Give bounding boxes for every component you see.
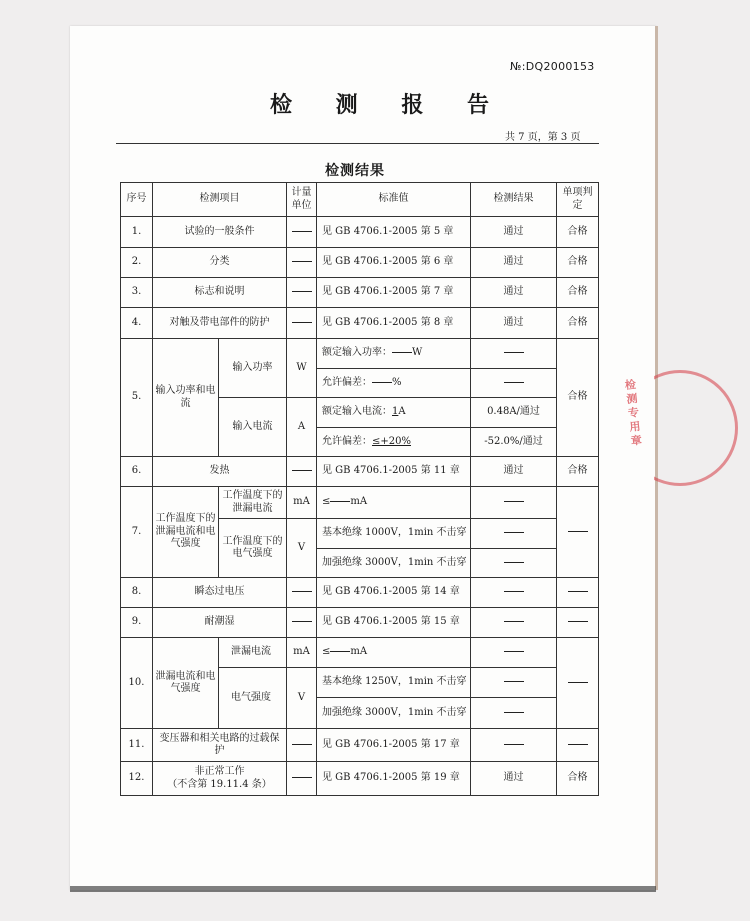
row-judge — [557, 578, 599, 608]
table-row — [121, 608, 599, 638]
row-item: 对触及带电部件的防护 — [153, 308, 287, 339]
row-unit — [287, 248, 317, 278]
standard-line: 基本绝缘 1000V，1min 不击穿 — [317, 519, 471, 549]
row-standard: 见 GB 4706.1-2005 第 8 章 — [317, 308, 471, 339]
row-result — [471, 638, 557, 668]
row-judge: 合格 — [557, 762, 599, 796]
row-standard: 见 GB 4706.1-2005 第 7 章 — [317, 278, 471, 308]
row-judge: 合格 — [557, 308, 599, 339]
table-row — [121, 762, 599, 796]
sub-item: 电气强度 — [219, 668, 287, 729]
sub-item: 输入功率 — [219, 339, 287, 398]
row-unit — [287, 457, 317, 487]
standard-line: 加强绝缘 3000V，1min 不击穿 — [317, 549, 471, 578]
row-result: -52.0%/通过 — [471, 428, 557, 457]
row-no: 2. — [121, 248, 153, 278]
table-row — [121, 308, 599, 339]
standard-line: 额定输入功率： W — [317, 339, 471, 369]
row-result — [471, 578, 557, 608]
page-info: 共 7 页，第 3 页 — [505, 132, 581, 143]
row-judge — [557, 638, 599, 729]
row-no: 7. — [121, 487, 153, 578]
row-item: 标志和说明 — [153, 278, 287, 308]
sub-unit: mA — [287, 487, 317, 519]
header-rule — [116, 143, 599, 144]
row-no: 10. — [121, 638, 153, 729]
row-no: 1. — [121, 217, 153, 248]
row-item: 非正常工作 （不含第 19.11.4 条） — [153, 762, 287, 796]
row-item: 输入功率和电流 — [153, 339, 219, 457]
table-row — [121, 578, 599, 608]
row-item: 工作温度下的泄漏电流和电气强度 — [153, 487, 219, 578]
row-no: 4. — [121, 308, 153, 339]
row-unit — [287, 578, 317, 608]
row-result — [471, 369, 557, 398]
row-standard: 见 GB 4706.1-2005 第 15 章 — [317, 608, 471, 638]
row-judge: 合格 — [557, 278, 599, 308]
row-item: 耐潮湿 — [153, 608, 287, 638]
row-result — [471, 487, 557, 519]
sub-unit: A — [287, 398, 317, 457]
sub-item: 工作温度下的泄漏电流 — [219, 487, 287, 519]
row-item: 变压器和相关电路的过载保护 — [153, 729, 287, 762]
row-result — [471, 608, 557, 638]
row-judge — [557, 729, 599, 762]
row-no: 11. — [121, 729, 153, 762]
row-unit — [287, 762, 317, 796]
standard-line: 加强绝缘 3000V，1min 不击穿 — [317, 698, 471, 729]
row-result: 通过 — [471, 278, 557, 308]
row-result — [471, 729, 557, 762]
sub-item: 工作温度下的电气强度 — [219, 519, 287, 578]
row-unit — [287, 217, 317, 248]
row-judge: 合格 — [557, 457, 599, 487]
row-item: 泄漏电流和电气强度 — [153, 638, 219, 729]
table-row — [121, 339, 599, 369]
row-judge: 合格 — [557, 217, 599, 248]
sub-unit: V — [287, 519, 317, 578]
row-standard: 见 GB 4706.1-2005 第 6 章 — [317, 248, 471, 278]
standard-line: 允许偏差：≤+20% — [317, 428, 471, 457]
standard-line: 额定输入电流：1A — [317, 398, 471, 428]
standard-line: ≤ mA — [317, 638, 471, 668]
header-judge: 单项判定 — [557, 183, 599, 217]
table-row — [121, 248, 599, 278]
row-result: 通过 — [471, 217, 557, 248]
row-judge: 合格 — [557, 248, 599, 278]
row-no: 9. — [121, 608, 153, 638]
row-no: 8. — [121, 578, 153, 608]
table-row — [121, 457, 599, 487]
row-result — [471, 519, 557, 549]
row-standard: 见 GB 4706.1-2005 第 14 章 — [317, 578, 471, 608]
sub-unit: V — [287, 668, 317, 729]
standard-line: ≤ mA — [317, 487, 471, 519]
row-result: 通过 — [471, 762, 557, 796]
row-unit — [287, 278, 317, 308]
header-item: 检测项目 — [153, 183, 287, 217]
row-unit — [287, 308, 317, 339]
row-no: 6. — [121, 457, 153, 487]
table-row — [121, 638, 599, 668]
row-standard: 见 GB 4706.1-2005 第 5 章 — [317, 217, 471, 248]
results-table — [120, 182, 599, 796]
page-bottom-edge — [70, 886, 656, 892]
row-result: 通过 — [471, 248, 557, 278]
sub-unit: mA — [287, 638, 317, 668]
row-result: 0.48A/通过 — [471, 398, 557, 428]
row-result — [471, 339, 557, 369]
row-standard: 见 GB 4706.1-2005 第 11 章 — [317, 457, 471, 487]
section-title: 检测结果 — [325, 163, 385, 179]
row-judge — [557, 608, 599, 638]
table-row — [121, 217, 599, 248]
sub-item: 输入电流 — [219, 398, 287, 457]
row-result — [471, 549, 557, 578]
table-row — [121, 278, 599, 308]
row-item: 瞬态过电压 — [153, 578, 287, 608]
standard-line: 基本绝缘 1250V，1min 不击穿 — [317, 668, 471, 698]
row-no: 12. — [121, 762, 153, 796]
table-row — [121, 729, 599, 762]
sub-item: 泄漏电流 — [219, 638, 287, 668]
row-standard: 见 GB 4706.1-2005 第 17 章 — [317, 729, 471, 762]
row-result — [471, 698, 557, 729]
report-title: 检 测 报 告 — [270, 92, 507, 118]
row-result: 通过 — [471, 308, 557, 339]
header-result: 检测结果 — [471, 183, 557, 217]
row-judge — [557, 487, 599, 578]
row-item: 发热 — [153, 457, 287, 487]
standard-line: 允许偏差： % — [317, 369, 471, 398]
row-standard: 见 GB 4706.1-2005 第 19 章 — [317, 762, 471, 796]
header-unit: 计量单位 — [287, 183, 317, 217]
table-row — [121, 487, 599, 519]
document-number: №:DQ2000153 — [510, 60, 595, 73]
header-standard: 标准值 — [317, 183, 471, 217]
row-item: 试验的一般条件 — [153, 217, 287, 248]
row-unit — [287, 608, 317, 638]
row-item: 分类 — [153, 248, 287, 278]
row-unit — [287, 729, 317, 762]
header-seq: 序号 — [121, 183, 153, 217]
row-no: 5. — [121, 339, 153, 457]
row-result: 通过 — [471, 457, 557, 487]
row-result — [471, 668, 557, 698]
table-header-row — [121, 183, 599, 217]
stamp-text: 检测专用章 — [624, 377, 643, 448]
row-no: 3. — [121, 278, 153, 308]
sub-unit: W — [287, 339, 317, 398]
row-judge: 合格 — [557, 339, 599, 457]
